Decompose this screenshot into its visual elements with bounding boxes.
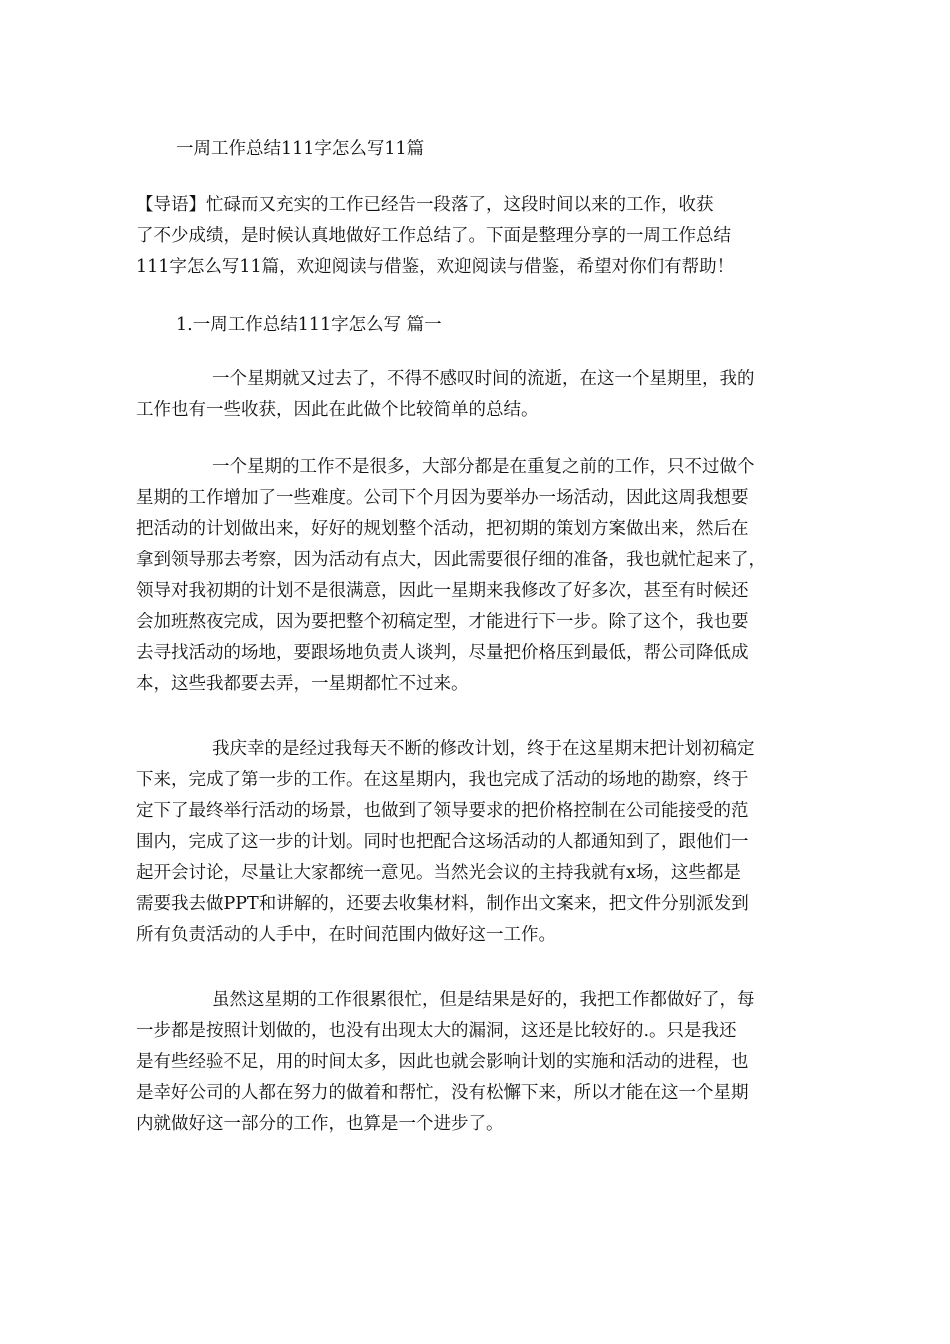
paragraph-line: 拿到领导那去考察，因为活动有点大，因此需要很仔细的准备，我也就忙起来了， — [136, 550, 766, 570]
paragraph-line: 星期的工作增加了一些难度。公司下个月因为要举办一场活动，因此这周我想要 — [136, 488, 749, 508]
document-title: 一周工作总结111字怎么写11篇 — [176, 139, 425, 159]
paragraph-line: 本，这些我都要去弄，一星期都忙不过来。 — [136, 674, 469, 694]
paragraph-line: 领导对我初期的计划不是很满意，因此一星期来我修改了好多次，甚至有时候还 — [136, 581, 749, 601]
section-heading: 1.一周工作总结111字怎么写 篇一 — [176, 315, 442, 335]
paragraph-line: 是有些经验不足，用的时间太多，因此也就会影响计划的实施和活动的进程，也 — [136, 1052, 749, 1072]
body-paragraph-2 — [136, 452, 826, 700]
paragraph-line: 会加班熬夜完成，因为要把整个初稿定型，才能进行下一步。除了这个，我也要 — [136, 612, 749, 632]
paragraph-line: 围内，完成了这一步的计划。同时也把配合这场活动的人都通知到了，跟他们一 — [136, 832, 749, 852]
paragraph-line: 我庆幸的是经过我每天不断的修改计划，终于在这星期末把计划初稿定 — [212, 739, 755, 759]
paragraph-line: 工作也有一些收获，因此在此做个比较简单的总结。 — [136, 400, 539, 420]
paragraph-line: 去寻找活动的场地，要跟场地负责人谈判，尽量把价格压到最低，帮公司降低成 — [136, 643, 749, 663]
intro-line: 111字怎么写11篇，欢迎阅读与借鉴，欢迎阅读与借鉴，希望对你们有帮助！ — [136, 257, 735, 277]
intro-paragraph — [136, 190, 816, 283]
paragraph-line: 一步都是按照计划做的，也没有出现太大的漏洞，这还是比较好的.。只是我还 — [136, 1021, 737, 1041]
paragraph-line: 把活动的计划做出来，好好的规划整个活动，把初期的策划方案做出来，然后在 — [136, 519, 749, 539]
paragraph-line: 需要我去做PPT和讲解的，还要去收集材料，制作出文案来，把文件分别派发到 — [136, 894, 749, 914]
body-paragraph-4 — [136, 985, 826, 1140]
intro-line: 【导语】忙碌而又充实的工作已经告一段落了，这段时间以来的工作，收获 — [136, 195, 714, 215]
body-paragraph-1 — [136, 364, 826, 426]
paragraph-line: 内就做好这一部分的工作，也算是一个进步了。 — [136, 1114, 504, 1134]
paragraph-line: 定下了最终举行活动的场景，也做到了领导要求的把价格控制在公司能接受的范 — [136, 801, 749, 821]
paragraph-line: 一个星期的工作不是很多，大部分都是在重复之前的工作，只不过做个 — [212, 457, 755, 477]
intro-line: 了不少成绩，是时候认真地做好工作总结了。下面是整理分享的一周工作总结 — [136, 226, 731, 246]
body-paragraph-3 — [136, 734, 826, 951]
paragraph-line: 起开会讨论，尽量让大家都统一意见。当然光会议的主持我就有x场，这些都是 — [136, 863, 741, 883]
paragraph-line: 一个星期就又过去了，不得不感叹时间的流逝，在这一个星期里，我的 — [212, 369, 755, 389]
paragraph-line: 是幸好公司的人都在努力的做着和帮忙，没有松懈下来，所以才能在这一个星期 — [136, 1083, 749, 1103]
paragraph-line: 下来，完成了第一步的工作。在这星期内，我也完成了活动的场地的勘察，终于 — [136, 770, 749, 790]
paragraph-line: 虽然这星期的工作很累很忙，但是结果是好的，我把工作都做好了，每 — [212, 990, 755, 1010]
paragraph-line: 所有负责活动的人手中，在时间范围内做好这一工作。 — [136, 925, 556, 945]
